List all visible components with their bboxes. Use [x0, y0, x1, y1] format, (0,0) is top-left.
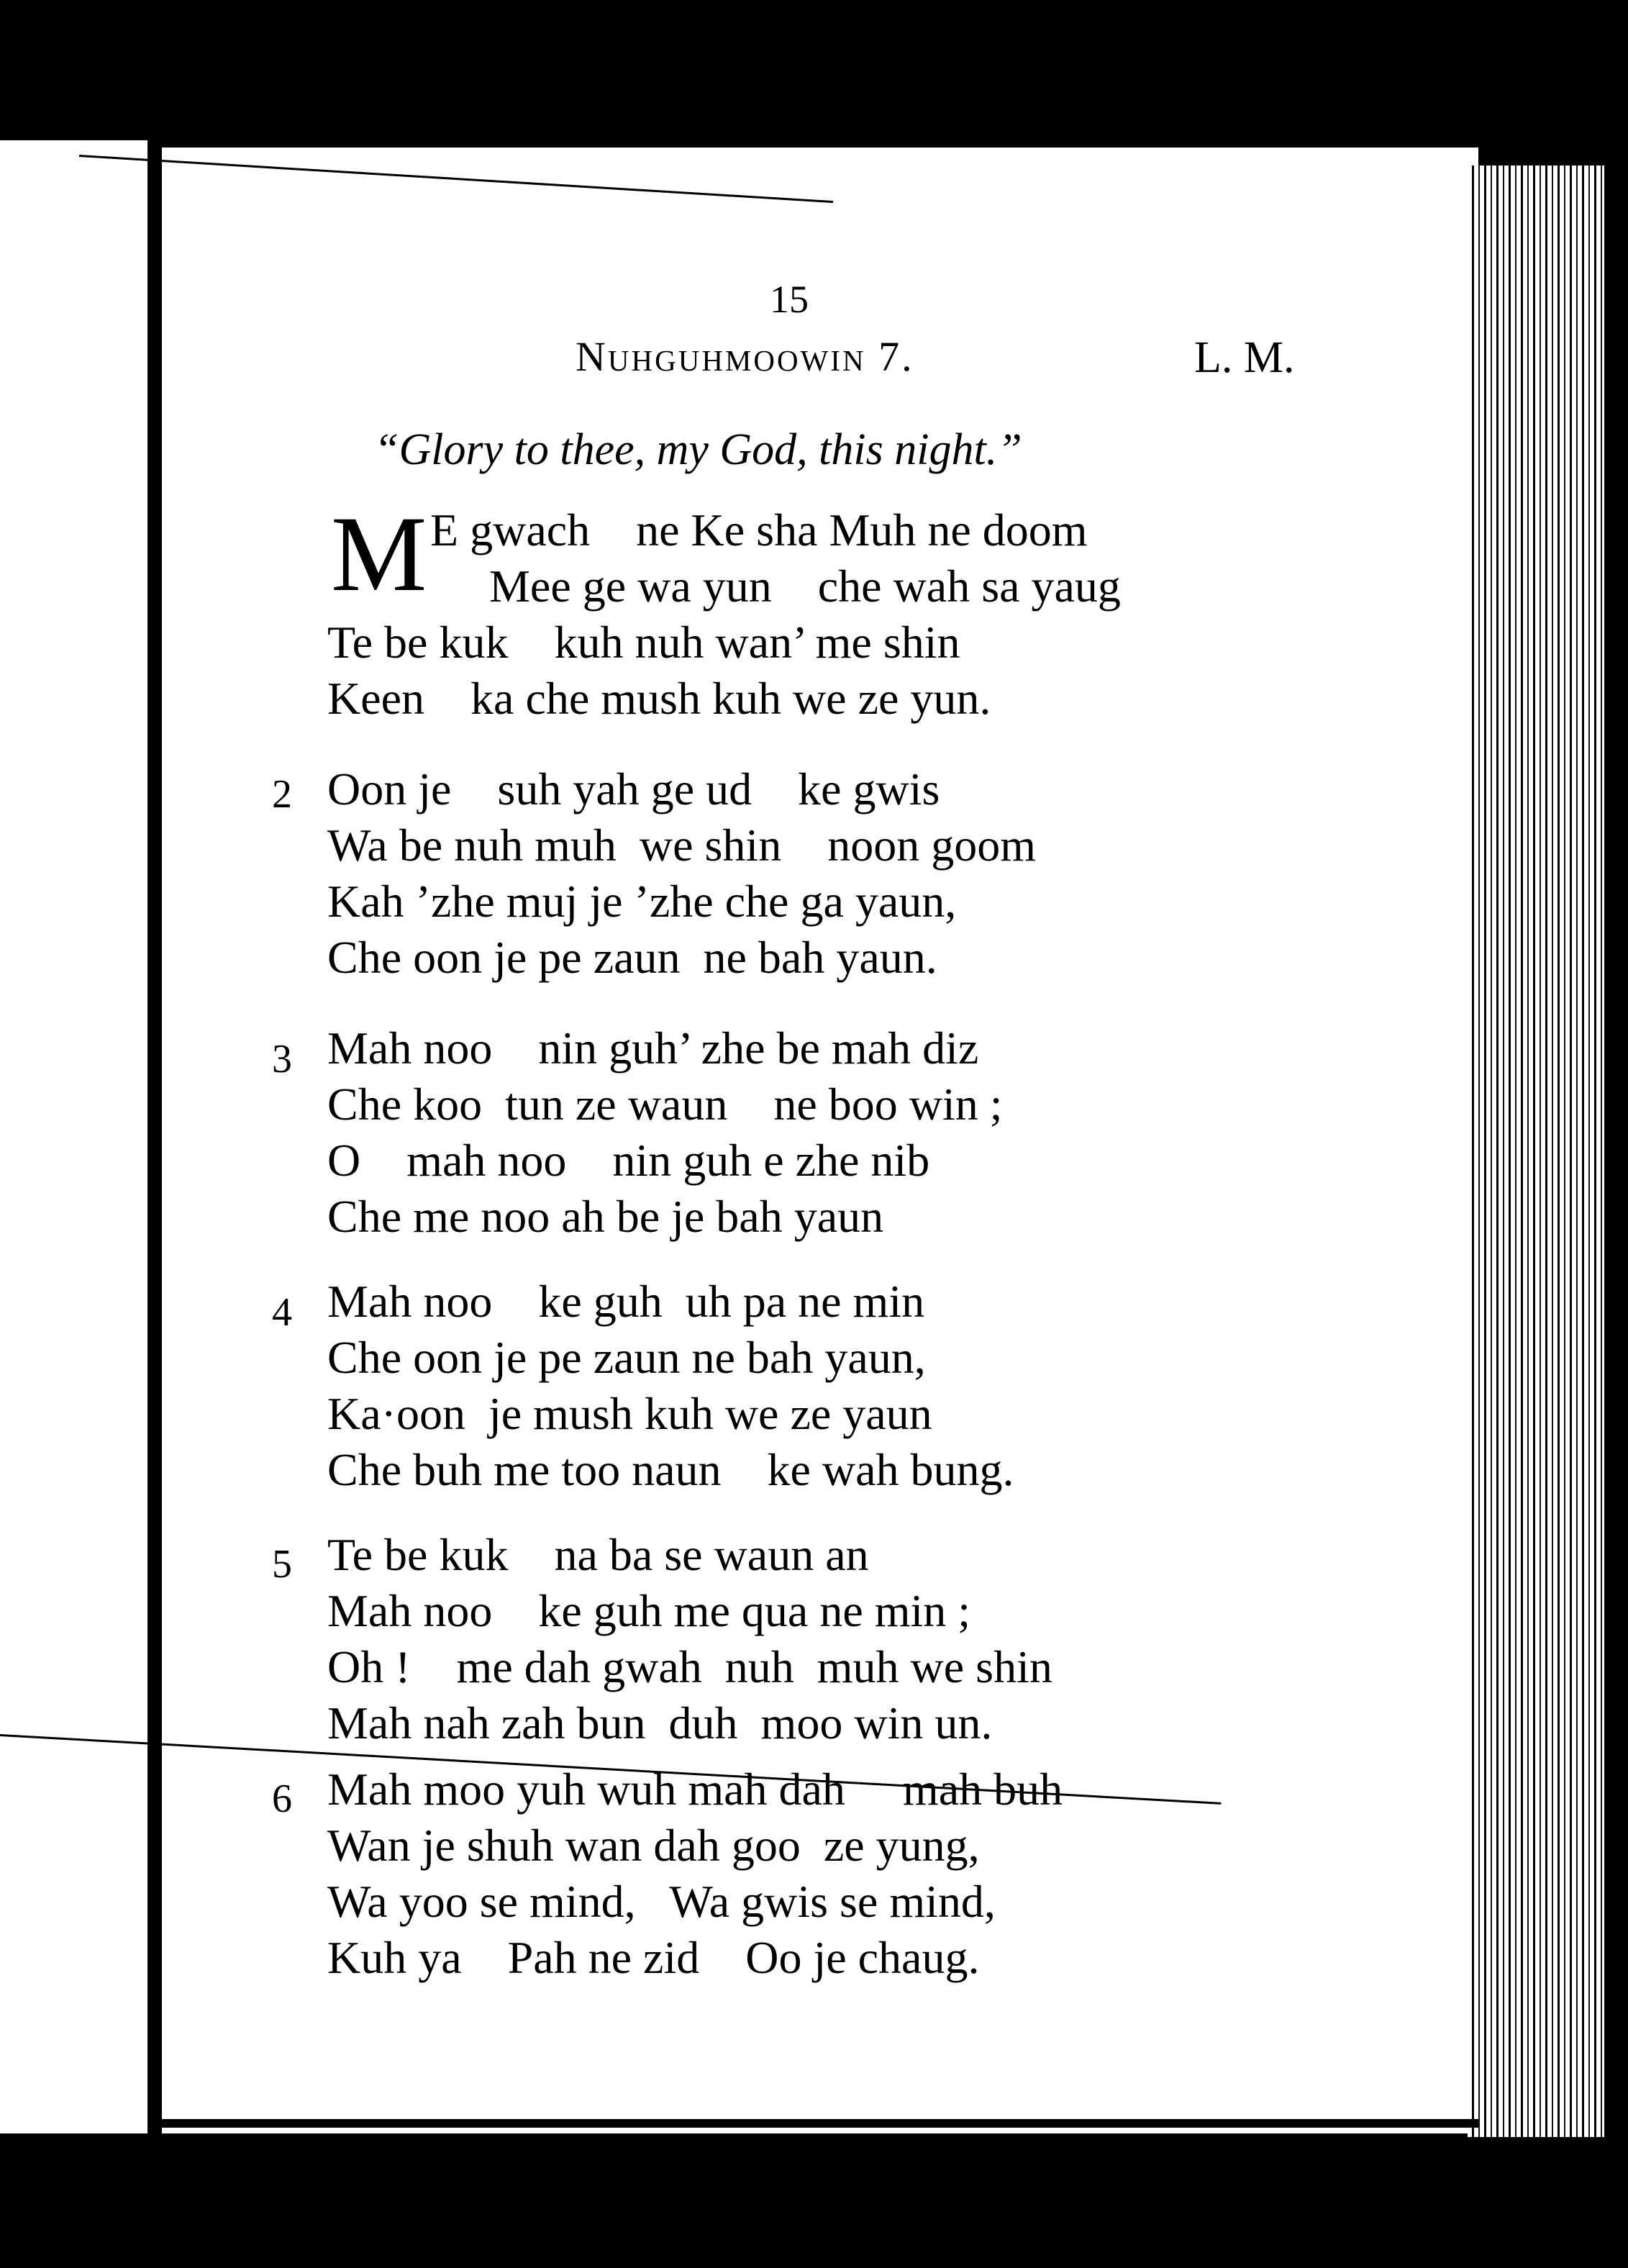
- verse-6-line-2: Wan je shuh wan dah goo ze yung,: [327, 1820, 980, 1871]
- verse-2-line-1: Oon je suh yah ge ud ke gwis: [327, 763, 940, 815]
- verse-6-line-3: Wa yoo se mind, Wa gwis se mind,: [327, 1876, 996, 1927]
- verse-4-line-1: Mah noo ke guh uh pa ne min: [327, 1276, 925, 1327]
- verse-6-line-4: Kuh ya Pah ne zid Oo je chaug.: [327, 1932, 980, 1983]
- verse-4-line-4: Che buh me too naun ke wah bung.: [327, 1444, 1014, 1495]
- page-number: 15: [770, 278, 809, 321]
- verse-4-number: 4: [272, 1290, 292, 1335]
- verse-4-line-3: Ka·oon je mush kuh we ze yaun: [327, 1388, 932, 1439]
- verse-5-line-2: Mah noo ke guh me qua ne min ;: [327, 1585, 971, 1636]
- verse-3-line-2: Che koo tun ze waun ne boo win ;: [327, 1079, 1003, 1130]
- hymn-meter: L. M.: [1194, 333, 1295, 382]
- verse-2-number: 2: [272, 772, 292, 817]
- drop-cap: M: [331, 494, 427, 614]
- verse-2-line-2: Wa be nuh muh we shin noon goom: [327, 820, 1036, 871]
- verse-3-number: 3: [272, 1037, 292, 1081]
- verse-4-line-2: Che oon je pe zaun ne bah yaun,: [327, 1332, 926, 1383]
- verse-6-number: 6: [272, 1777, 292, 1821]
- verse-6-line-1: Mah moo yuh wuh mah dah mah buh: [327, 1764, 1063, 1815]
- verse-1-line-3: Te be kuk kuh nuh wan’ me shin: [327, 617, 960, 668]
- page-bottom-border: [162, 2119, 1478, 2128]
- right-page-edge: [1468, 165, 1604, 2137]
- verse-5-number: 5: [272, 1542, 292, 1587]
- verse-3-line-1: Mah noo nin guh’ zhe be mah diz: [327, 1022, 979, 1074]
- verse-5-line-1: Te be kuk na ba se waun an: [327, 1529, 869, 1580]
- hymn-first-line-english: “Glory to thee, my God, this night.”: [374, 425, 1022, 474]
- verse-3-line-3: O mah noo nin guh e zhe nib: [327, 1135, 930, 1186]
- verse-5-line-3: Oh ! me dah gwah nuh muh we shin: [327, 1641, 1052, 1692]
- verse-1-line-2: Mee ge wa yun che wah sa yaug: [489, 561, 1121, 612]
- left-page-edge: [0, 140, 147, 2133]
- verse-1-line-1: E gwach ne Ke sha Muh ne doom: [430, 504, 1088, 555]
- verse-5-line-4: Mah nah zah bun duh moo win un.: [327, 1697, 993, 1748]
- verse-3-line-4: Che me noo ah be je bah yaun: [327, 1191, 884, 1242]
- verse-2-line-4: Che oon je pe zaun ne bah yaun.: [327, 932, 937, 983]
- hymn-title: Nuhguhmoowin 7.: [576, 333, 914, 380]
- verse-2-line-3: Kah ’zhe muj je ’zhe che ga yaun,: [327, 876, 957, 927]
- verse-1-line-4: Keen ka che mush kuh we ze yun.: [327, 673, 991, 724]
